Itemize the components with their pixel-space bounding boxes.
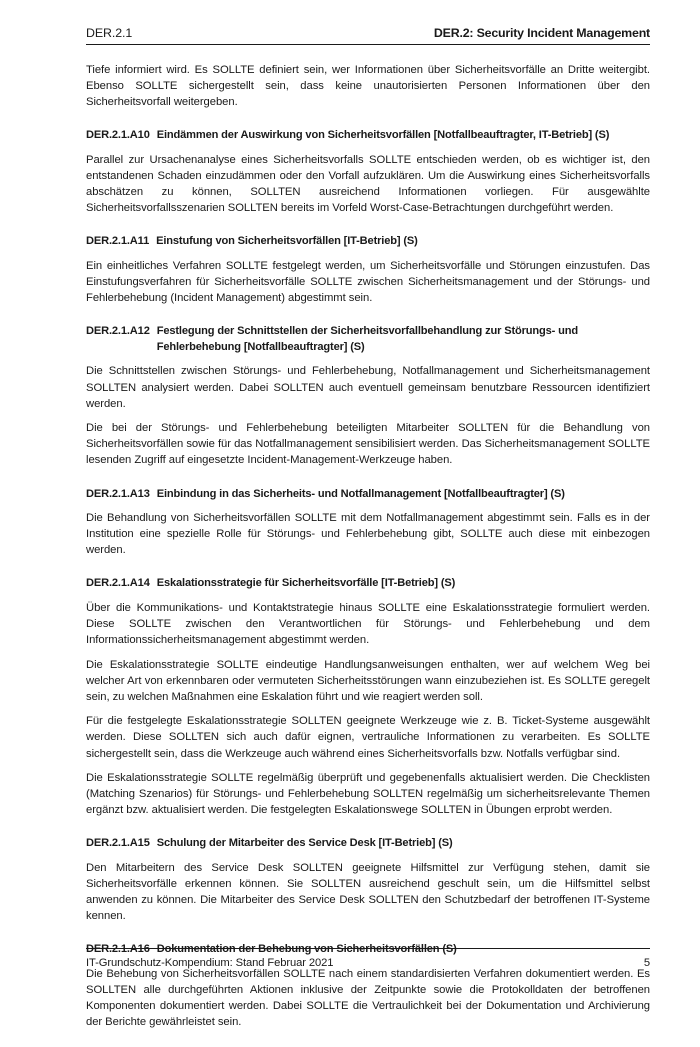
- requirement-paragraph: Für die festgelegte Eskalationsstrategie SOLLTEN geeignete Werkzeuge wie z. B. Ticket-Systeme ausgewählt werden. Diese SOLLTEN sich auch dafür eignen, vertrauliche Informationen zu verarbeiten. Es SOLLTE sichergestellt sein, dass die Werkzeuge auch während eines Sicherheitsvorfalls bzw. Notfalls verfügbar sind.: [86, 715, 650, 760]
- requirement-id: DER.2.1.A11: [86, 235, 150, 248]
- requirement-a13: [86, 486, 650, 559]
- requirement-id: DER.2.1.A15: [86, 837, 150, 850]
- requirement-id: DER.2.1.A14: [86, 577, 150, 590]
- requirement-title: Einstufung von Sicherheitsvorfällen [IT-Betrieb] (S): [156, 235, 418, 248]
- requirement-heading: [86, 127, 650, 143]
- requirement-paragraph: Die Schnittstellen zwischen Störungs- und Fehlerbehebung, Notfallmanagement und Sicherheitsmanagement SOLLTEN analysiert werden. Dabei SOLLTEN auch eventuell gemeinsam benutzbare Ressourcen identifiziert werden.: [86, 365, 650, 410]
- requirement-title: Festlegung der Schnittstellen der Sicherheitsvorfallbehandlung zur Störungs- und Fehlerbehebung [Notfallbeauftragter] (S): [156, 324, 579, 353]
- requirement-paragraph: Die Behebung von Sicherheitsvorfällen SOLLTE nach einem standardisierten Verfahren dokumentiert werden. Es SOLLTEN alle durchgeführten Aktionen inklusive der Zeitpunkte sowie die Protokolldaten der betroffenen Komponenten dokumentiert werden. Dabei SOLLTE die Vertraulichkeit bei der Dokumentation und Archivierung der Berichte gewährleistet sein.: [86, 967, 650, 1029]
- header-module-id: DER.2.1: [86, 26, 133, 40]
- requirement-title: Schulung der Mitarbeiter des Service Desk [IT-Betrieb] (S): [156, 837, 453, 850]
- requirement-paragraph: Den Mitarbeitern des Service Desk SOLLTEN geeignete Hilfsmittel zur Verfügung stehen, damit sie Sicherheitsvorfälle erkennen können. Sie SOLLTEN ausreichend geschult sein, um die Hilfsmittel selbst anwenden zu können. Die Mitarbeiter des Service Desk SOLLTEN den Schutzbedarf der betroffenen IT-Systeme kennen.: [86, 861, 650, 923]
- page-footer: [86, 953, 650, 973]
- header-module-title: DER.2: Security Incident Management: [433, 26, 650, 40]
- requirement-title: Dokumentation der Behebung von Sicherheitsvorfällen (S): [156, 943, 457, 956]
- requirement-title: Eindämmen der Auswirkung von Sicherheitsvorfällen [Notfallbeauftragter, IT-Betrieb] (S): [156, 129, 610, 142]
- requirement-a11: [86, 233, 650, 306]
- footer-source: IT-Grundschutz-Kompendium: Stand Februar 2021: [86, 957, 334, 969]
- requirement-paragraph: Die bei der Störungs- und Fehlerbehebung beteiligten Mitarbeiter SOLLTEN für die Behandlung von Sicherheitsvorfällen sowie für das Notfallmanagement sensibilisiert werden. Das Sicherheitsmanagement SOLLTE lesenden Zugriff auf eingesetzte Incident-Management-Werkzeuge haben.: [86, 422, 650, 467]
- requirement-paragraph: Über die Kommunikations- und Kontaktstrategie hinaus SOLLTE eine Eskalationsstrategie formuliert werden. Diese SOLLTE zwischen den Verantwortlichen für Störungs- und Fehlerbehebung und dem Informationssicherheitsmanagement abgestimmt werden.: [86, 601, 650, 646]
- requirement-a15: [86, 835, 650, 924]
- requirement-id: DER.2.1.A12: [86, 324, 150, 337]
- requirement-paragraph: Parallel zur Ursachenanalyse eines Sicherheitsvorfalls SOLLTE entschieden werden, ob es wichtiger ist, den entstandenen Schaden einzudämmen oder den Vorfall aufzuklären. Um die Auswirkung eines Sicherheitsvorfalls abschätzen zu können, SOLLTEN ausreichend Informationen vorliegen. Für ausgewählte Sicherheitsvorfallsszenarien SOLLTEN bereits im Vorfeld Worst-Case-Betrachtungen durchgeführt werden.: [86, 153, 650, 215]
- requirement-paragraph: Die Eskalationsstrategie SOLLTE eindeutige Handlungsanweisungen enthalten, wer auf welchem Weg bei welcher Art von erkennbaren oder vermuteten Sicherheitsstörungen wann einzubeziehen ist. Es SOLLTE geregelt sein, zu welchen Maßnahmen eine Eskalation führt und wie reagiert werden soll.: [86, 658, 650, 703]
- requirement-heading: [86, 486, 650, 502]
- page-content: [86, 62, 650, 1047]
- requirement-paragraph: Ein einheitliches Verfahren SOLLTE festgelegt werden, um Sicherheitsvorfälle und Störungen einzustufen. Das Einstufungsverfahren für Sicherheitsvorfälle SOLLTE zwischen Sicherheitsmanagement und der Störungs- und Fehlerbehebung (Incident Management) abgestimmt sein.: [86, 259, 650, 304]
- requirement-a12: [86, 323, 650, 469]
- requirement-id: DER.2.1.A10: [86, 129, 150, 142]
- footer-divider: [86, 948, 650, 949]
- requirement-id: DER.2.1.A13: [86, 487, 150, 500]
- requirement-heading: [86, 835, 650, 851]
- intro-paragraph: Tiefe informiert wird. Es SOLLTE definiert sein, wer Informationen über Sicherheitsvorfälle an Dritte weitergibt. Ebenso SOLLTE sichergestellt sein, dass keine unautorisierten Personen Informationen über den Sicherheitsvorfall weitergeben.: [86, 64, 650, 109]
- requirement-a14: [86, 575, 650, 818]
- requirement-a10: [86, 127, 650, 216]
- requirement-heading: [86, 233, 650, 249]
- header-divider: [86, 44, 650, 45]
- page-header: [86, 22, 650, 44]
- page-number: 5: [643, 957, 650, 969]
- requirement-id: DER.2.1.A16: [86, 943, 150, 956]
- requirement-title: Einbindung in das Sicherheits- und Notfallmanagement [Notfallbeauftragter] (S): [156, 487, 565, 500]
- requirement-heading: [86, 323, 650, 355]
- requirement-paragraph: Die Behandlung von Sicherheitsvorfällen SOLLTE mit dem Notfallmanagement abgestimmt sein. Falls es in der Institution eine spezielle Rolle für Störungs- und Fehlerbehebung gibt, SOLLTE auch diese mit einbezogen werden.: [86, 512, 650, 557]
- requirement-title: Eskalationsstrategie für Sicherheitsvorfälle [IT-Betrieb] (S): [156, 577, 456, 590]
- requirement-paragraph: Die Eskalationsstrategie SOLLTE regelmäßig überprüft und gegebenenfalls aktualisiert werden. Die Checklisten (Matching Szenarios) für Störungs- und Fehlerbehebung SOLLTEN regelmäßig um sicherheitsrelevante Themen ergänzt bzw. aktualisiert werden. Die festgelegten Eskalationswege SOLLTEN in Übungen erprobt werden.: [86, 772, 650, 817]
- requirement-heading: [86, 575, 650, 591]
